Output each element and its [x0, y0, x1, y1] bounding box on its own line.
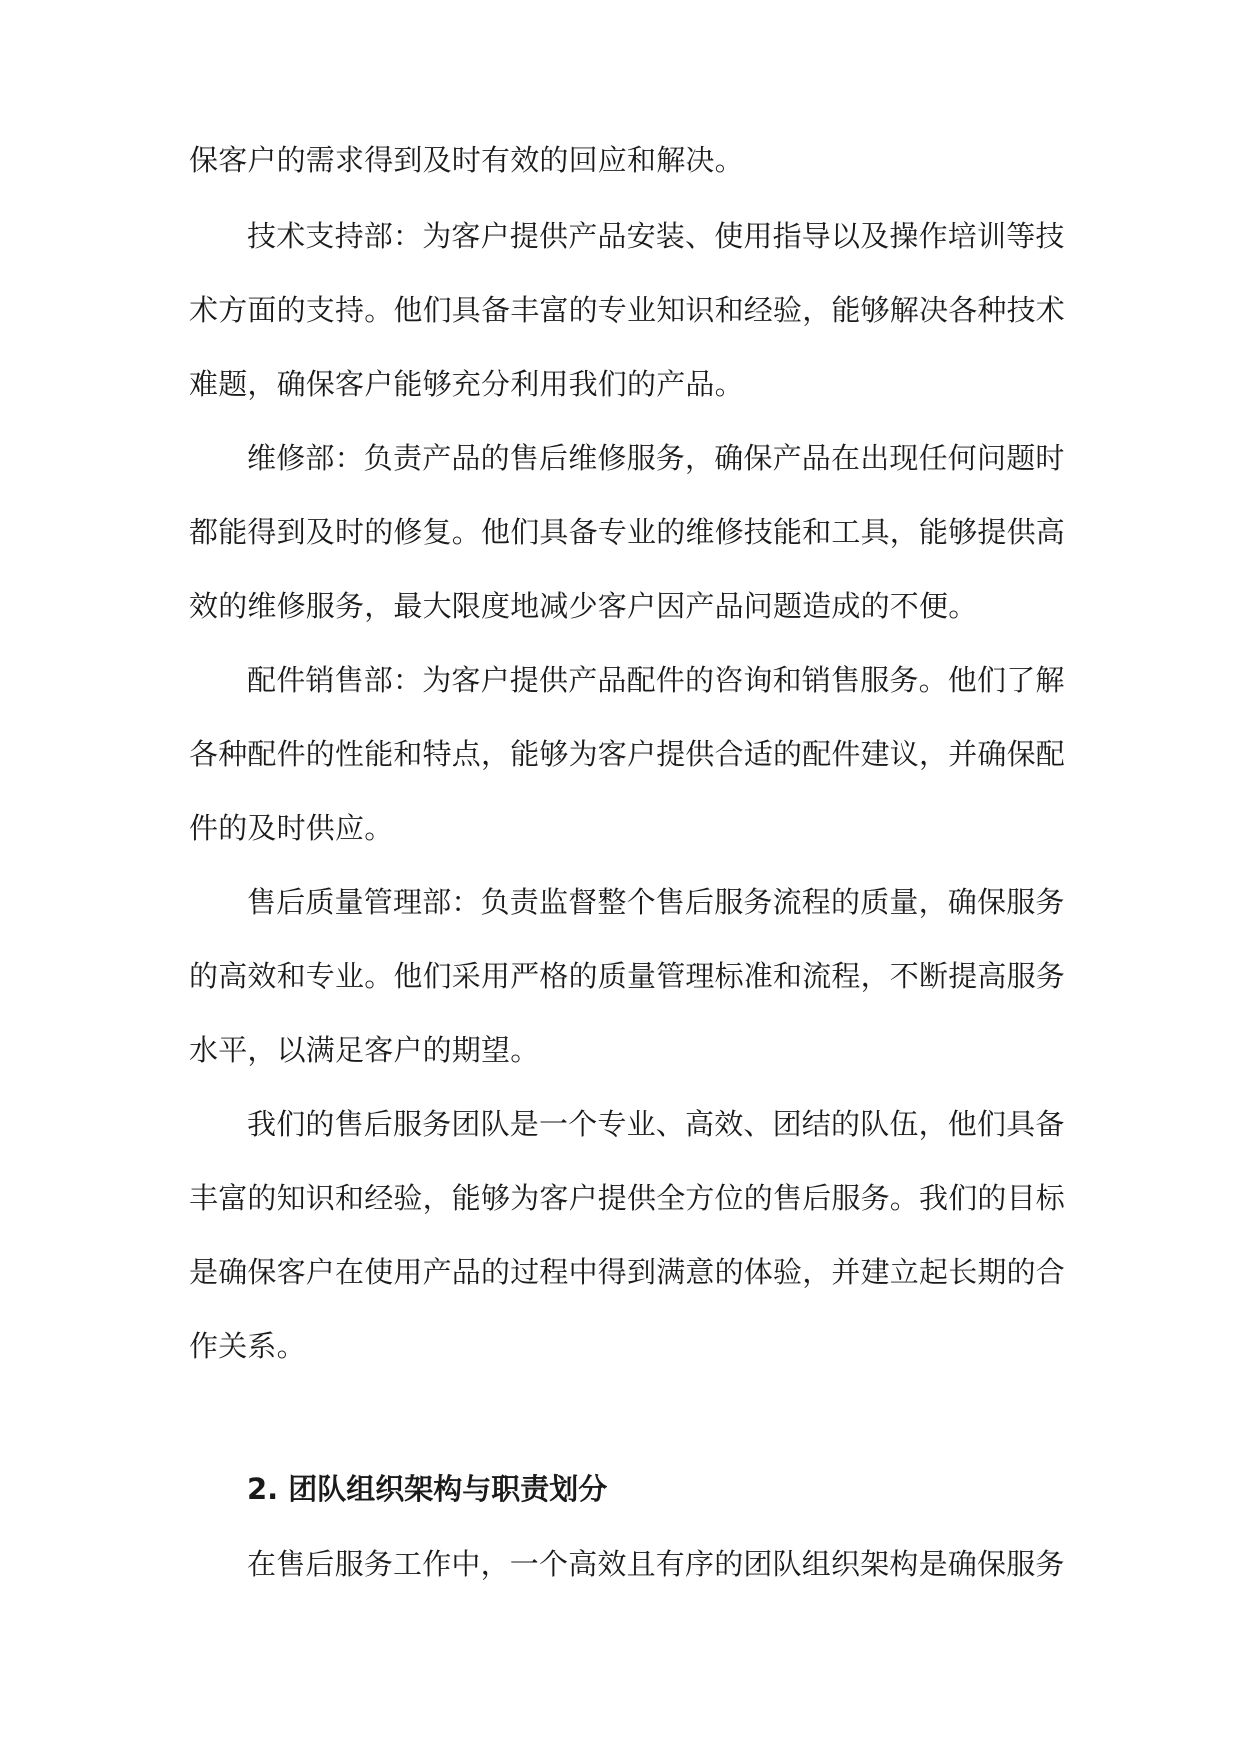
paragraph-line: 维修部：负责产品的售后维修服务，确保产品在出现任何问题时 — [247, 441, 1065, 475]
paragraph-line: 术方面的支持。他们具备丰富的专业知识和经验，能够解决各种技术 — [189, 293, 1066, 327]
paragraph-line: 是确保客户在使用产品的过程中得到满意的体验，并建立起长期的合 — [189, 1255, 1066, 1289]
paragraph-line: 效的维修服务，最大限度地减少客户因产品问题造成的不便。 — [189, 589, 978, 623]
paragraph-line: 难题，确保客户能够充分利用我们的产品。 — [189, 367, 744, 401]
paragraph-line: 技术支持部：为客户提供产品安装、使用指导以及操作培训等技 — [247, 219, 1065, 253]
paragraph-line: 售后质量管理部：负责监督整个售后服务流程的质量，确保服务 — [247, 885, 1065, 919]
paragraph-line: 保客户的需求得到及时有效的回应和解决。 — [189, 143, 744, 177]
paragraph-line: 配件销售部：为客户提供产品配件的咨询和销售服务。他们了解 — [247, 663, 1065, 697]
paragraph-line: 作关系。 — [189, 1329, 306, 1363]
section-heading: 2. 团队组织架构与职责划分 — [247, 1472, 608, 1506]
paragraph-line: 都能得到及时的修复。他们具备专业的维修技能和工具，能够提供高 — [189, 515, 1066, 549]
paragraph-line: 各种配件的性能和特点，能够为客户提供合适的配件建议，并确保配 — [189, 737, 1066, 771]
paragraph-line: 丰富的知识和经验，能够为客户提供全方位的售后服务。我们的目标 — [189, 1181, 1066, 1215]
paragraph-line: 件的及时供应。 — [189, 811, 394, 845]
paragraph-line: 水平，以满足客户的期望。 — [189, 1033, 540, 1067]
paragraph-line: 在售后服务工作中，一个高效且有序的团队组织架构是确保服务 — [247, 1547, 1065, 1581]
paragraph-line: 我们的售后服务团队是一个专业、高效、团结的队伍，他们具备 — [247, 1107, 1065, 1141]
paragraph-line: 的高效和专业。他们采用严格的质量管理标准和流程，不断提高服务 — [189, 959, 1066, 993]
